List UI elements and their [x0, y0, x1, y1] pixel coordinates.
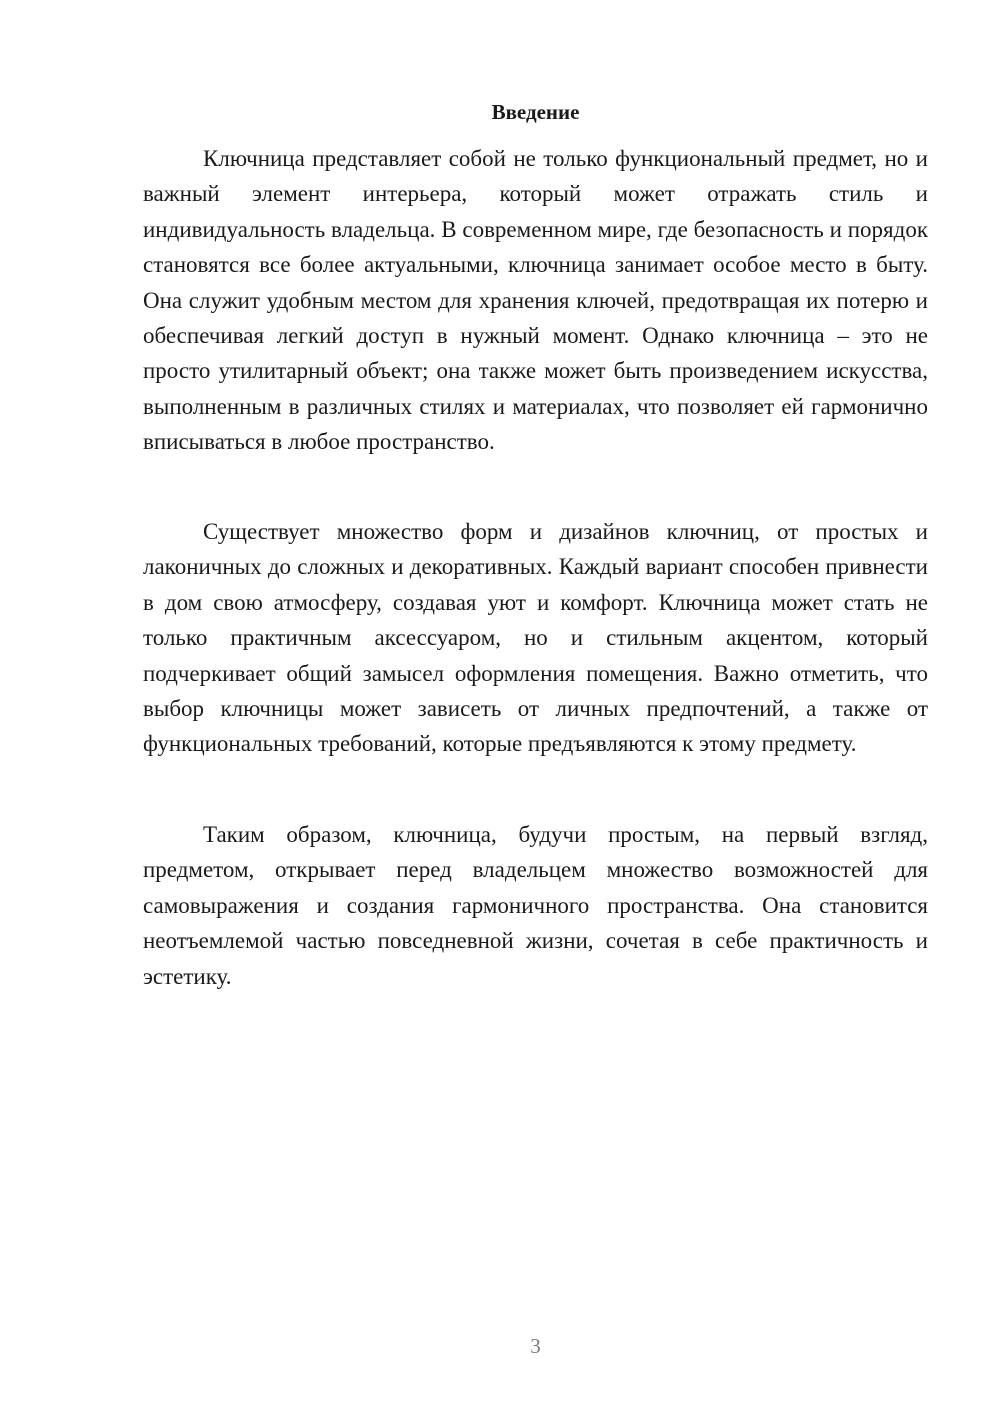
paragraph-intro: Ключница представляет собой не только функциональный предмет, но и важный элемент интерьера, который может отражать стиль и индивидуальность владельца. В современном мире, где безопасность и порядок становятся все более актуальными, ключница занимает особое место в быту. Она служит удобным местом для хранения ключей, предотвращая их потерю и обеспечивая легкий доступ в нужный момент. Однако ключница – это не просто утилитарный объект; она также может быть произведением искусства, выполненным в различных стилях и материалах, что позволяет ей гармонично вписываться в любое пространство.: [143, 146, 928, 455]
paragraph-conclusion: Таким образом, ключница, будучи простым, на первый взгляд, предметом, открывает перед владельцем множество возможностей для самовыражения и создания гармоничного пространства. Она становится неотъемлемой частью повседневной жизни, сочетая в себе практичность и эстетику.: [143, 822, 928, 989]
page-number: 3: [530, 1334, 541, 1358]
paragraph-designs: Существует множество форм и дизайнов ключниц, от простых и лаконичных до сложных и декоративных. Каждый вариант способен привнести в дом свою атмосферу, создавая уют и комфорт. Ключница может стать не только практичным аксессуаром, но и стильным акцентом, который подчеркивает общий замысел оформления помещения. Важно отметить, что выбор ключницы может зависеть от личных предпочтений, а также от функциональных требований, которые предъявляются к этому предмету.: [143, 519, 928, 757]
page-title: Введение: [491, 100, 580, 124]
